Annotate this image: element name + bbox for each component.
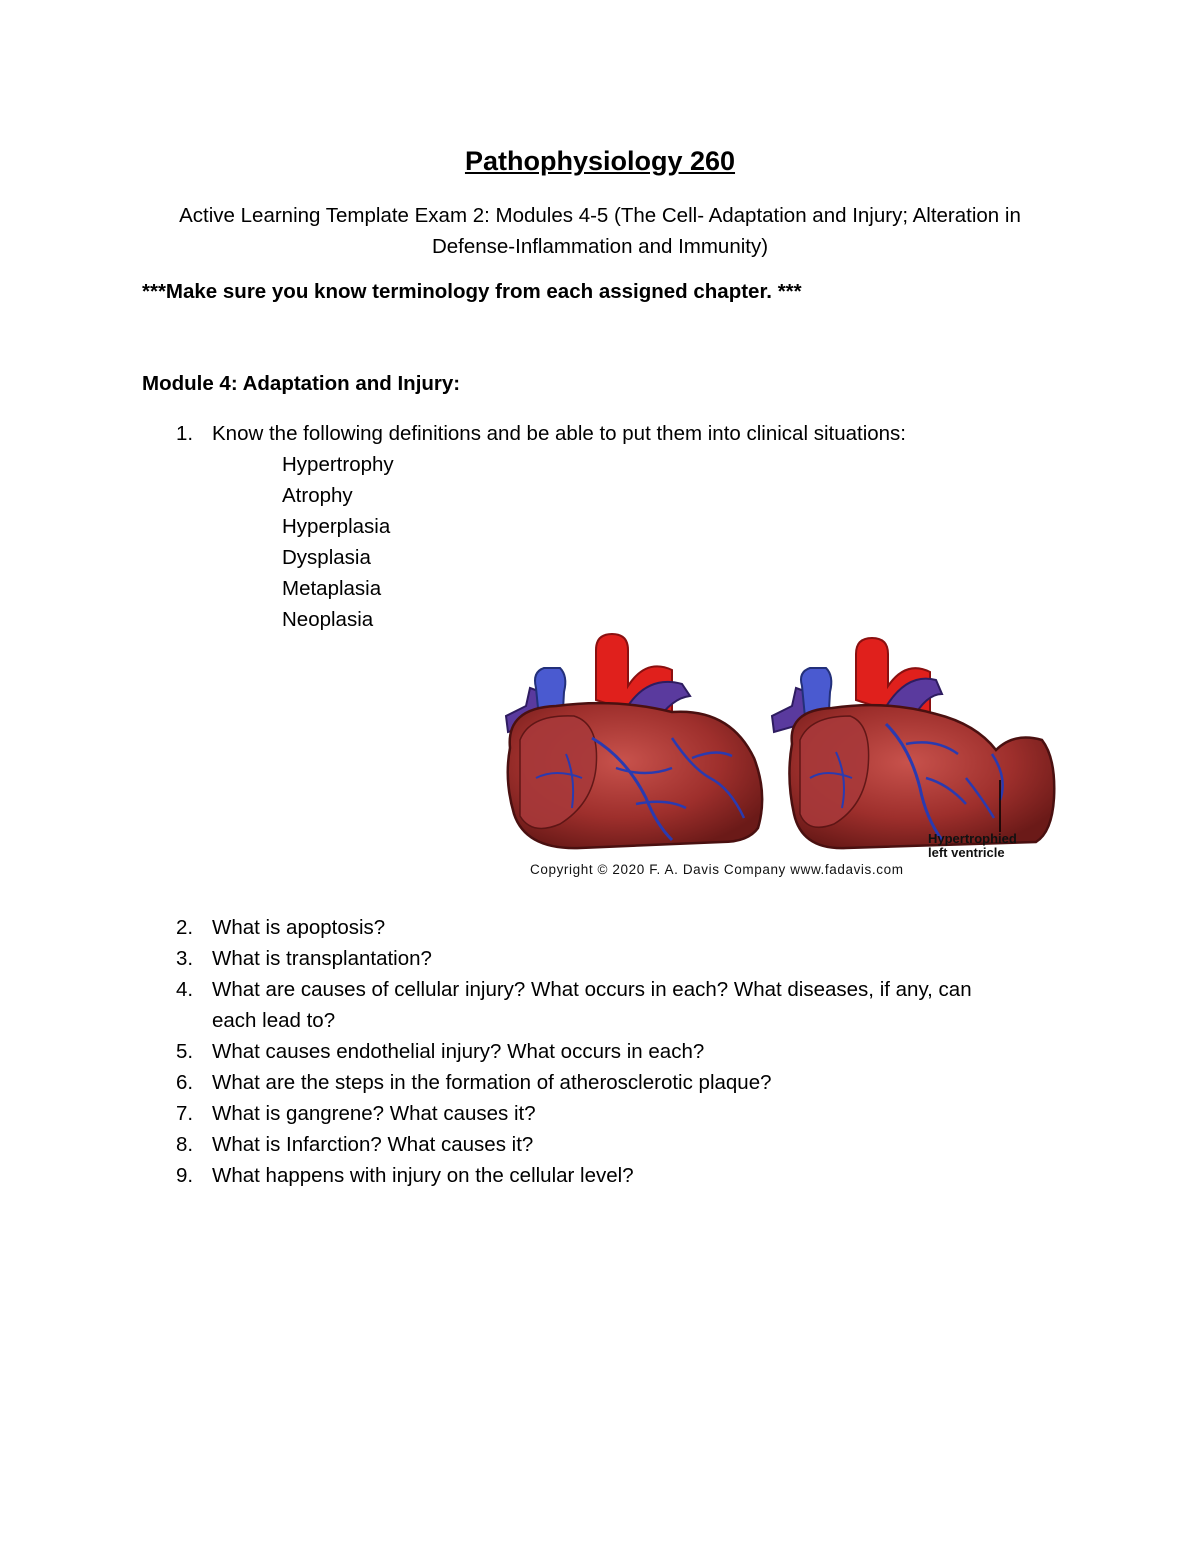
term-item: Dysplasia [282,546,371,569]
term-item: Metaplasia [282,577,382,600]
question-text: What are the steps in the formation of atherosclerotic plaque? [212,1071,772,1094]
page-subtitle: Active Learning Template Exam 2: Modules 4-5 (The Cell- Adaptation and Injury; Alteration in Defense-Inflammation and Immunity) [179,204,1021,258]
question-item [176,1098,1036,1129]
question-item [176,1036,1036,1067]
heart-figure [496,628,1060,880]
figure-label-line: left ventricle [928,845,1005,860]
question-text: What is transplantation? [212,947,432,970]
question-item [176,418,1036,449]
question-item [176,1160,1036,1191]
question-item [176,912,1036,943]
term-item: Hyperplasia [282,515,391,538]
question-number: 4. [176,978,194,1001]
terminology-note: ***Make sure you know terminology from each assigned chapter. *** [142,280,802,303]
question-text: What is Infarction? What causes it? [212,1133,534,1156]
question-item [176,1129,1036,1160]
hypertrophied-heart [772,638,1054,848]
question-text: What happens with injury on the cellular level? [212,1164,634,1187]
term-item: Neoplasia [282,608,374,631]
question-number: 2. [176,916,194,939]
normal-heart [506,634,762,848]
question-number: 6. [176,1071,194,1094]
question-item [176,974,1016,1036]
question-text: What causes endothelial injury? What occurs in each? [212,1040,705,1063]
module-heading: Module 4: Adaptation and Injury: [142,372,461,395]
page-title: Pathophysiology 260 [464,146,736,176]
question-text: Know the following definitions and be able to put them into clinical situations: [212,422,907,445]
figure-label [928,832,1052,860]
question-number: 8. [176,1133,194,1156]
term-item: Atrophy [282,484,353,507]
question-text: What is gangrene? What causes it? [212,1102,536,1125]
question-text: What is apoptosis? [212,916,386,939]
question-number: 5. [176,1040,194,1063]
figure-label-line: Hypertrophied [928,831,1017,846]
definition-terms-list [282,449,394,635]
figure-copyright: Copyright © 2020 F. A. Davis Company www.fadavis.com [530,862,904,877]
question-text: What are causes of cellular injury? What occurs in each? What diseases, if any, can each lead to? [212,978,972,1032]
question-item [176,1067,1036,1098]
question-number: 9. [176,1164,194,1187]
question-number: 7. [176,1102,194,1125]
term-item: Hypertrophy [282,453,394,476]
question-item [176,943,1036,974]
question-number: 3. [176,947,194,970]
question-number: 1. [176,422,194,445]
